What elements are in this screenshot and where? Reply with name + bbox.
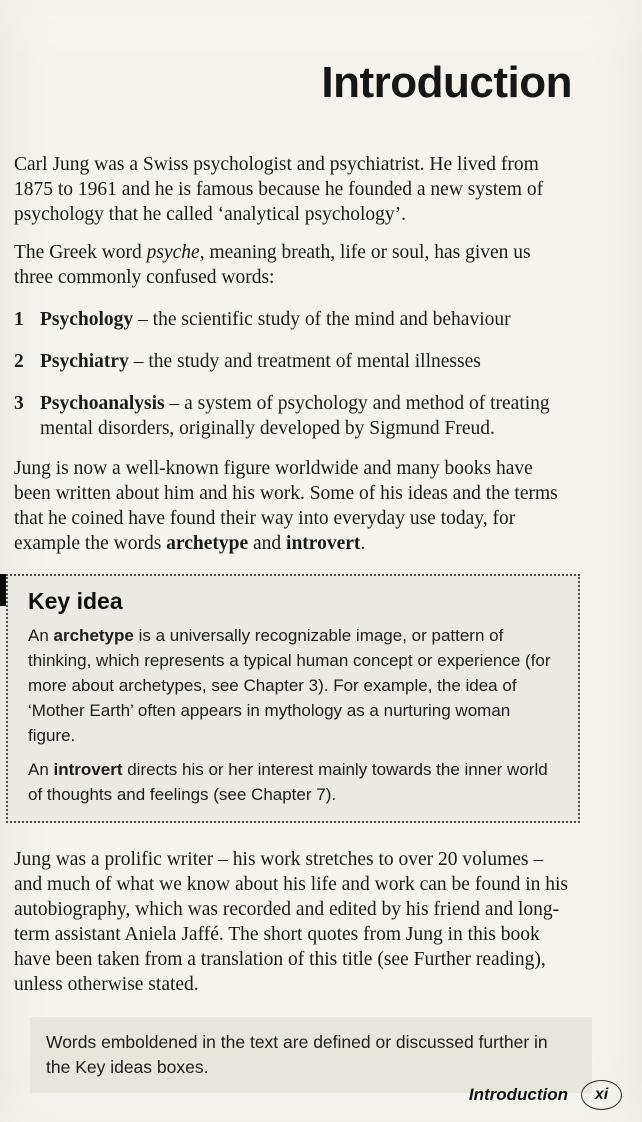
- list-item-psychology: [14, 307, 572, 332]
- list-item-text: Psychiatry – the study and treatment of mental illnesses: [40, 351, 481, 372]
- list-item-number: 1: [14, 309, 24, 330]
- definition-list: [14, 307, 572, 441]
- page-number-badge: xi: [581, 1080, 622, 1110]
- list-item-text: Psychoanalysis – a system of psychology and method of treating mental disorders, originally developed by Sigmund Freud.: [40, 393, 550, 439]
- list-item-psychoanalysis: [14, 391, 572, 441]
- key-idea-paragraph-archetype: An archetype is a universally recognizable image, or pattern of thinking, which represents a typical human concept or experience (for more about archetypes, see Chapter 3). For example, the idea of ‘Mother Earth’ often appears in mythology as a nurturing woman figure.: [28, 626, 551, 745]
- key-idea-paragraph-introvert: An introvert directs his or her interest mainly towards the inner world of thoughts and feelings (see Chapter 7).: [28, 760, 548, 804]
- list-item-psychiatry: [14, 349, 572, 374]
- key-idea-heading: Key idea: [28, 588, 123, 614]
- page-title: Introduction: [321, 58, 572, 107]
- page-footer: [469, 1080, 622, 1110]
- paragraph-well-known-figure: Jung is now a well-known figure worldwide and many books have been written about him and his work. Some of his ideas and the terms that he coined have found their way into everyday use today, for example the words archetype and introvert.: [14, 458, 558, 554]
- note-text: Words emboldened in the text are defined or discussed further in the Key ideas boxes.: [46, 1032, 548, 1077]
- paragraph-prolific-writer: Jung was a prolific writer – his work stretches to over 20 volumes – and much of what we know about his life and work can be found in his autobiography, which was recorded and edited by his friend and long-term assistant Aniela Jaffé. The short quotes from Jung in this book have been taken from a translation of this title (see Further reading), unless otherwise stated.: [14, 849, 568, 995]
- key-idea-box: [6, 574, 580, 823]
- intro-paragraph-psyche: The Greek word psyche, meaning breath, life or soul, has given us three commonly confused words:: [14, 242, 531, 288]
- footer-section-label: Introduction: [468, 1085, 568, 1104]
- intro-paragraph-biography: Carl Jung was a Swiss psychologist and psychiatrist. He lived from 1875 to 1961 and he is famous because he founded a new system of psychology that he called ‘analytical psychology’.: [14, 154, 544, 225]
- list-item-text: Psychology – the scientific study of the mind and behaviour: [40, 309, 511, 330]
- list-item-number: 2: [14, 351, 24, 372]
- list-item-number: 3: [14, 393, 24, 414]
